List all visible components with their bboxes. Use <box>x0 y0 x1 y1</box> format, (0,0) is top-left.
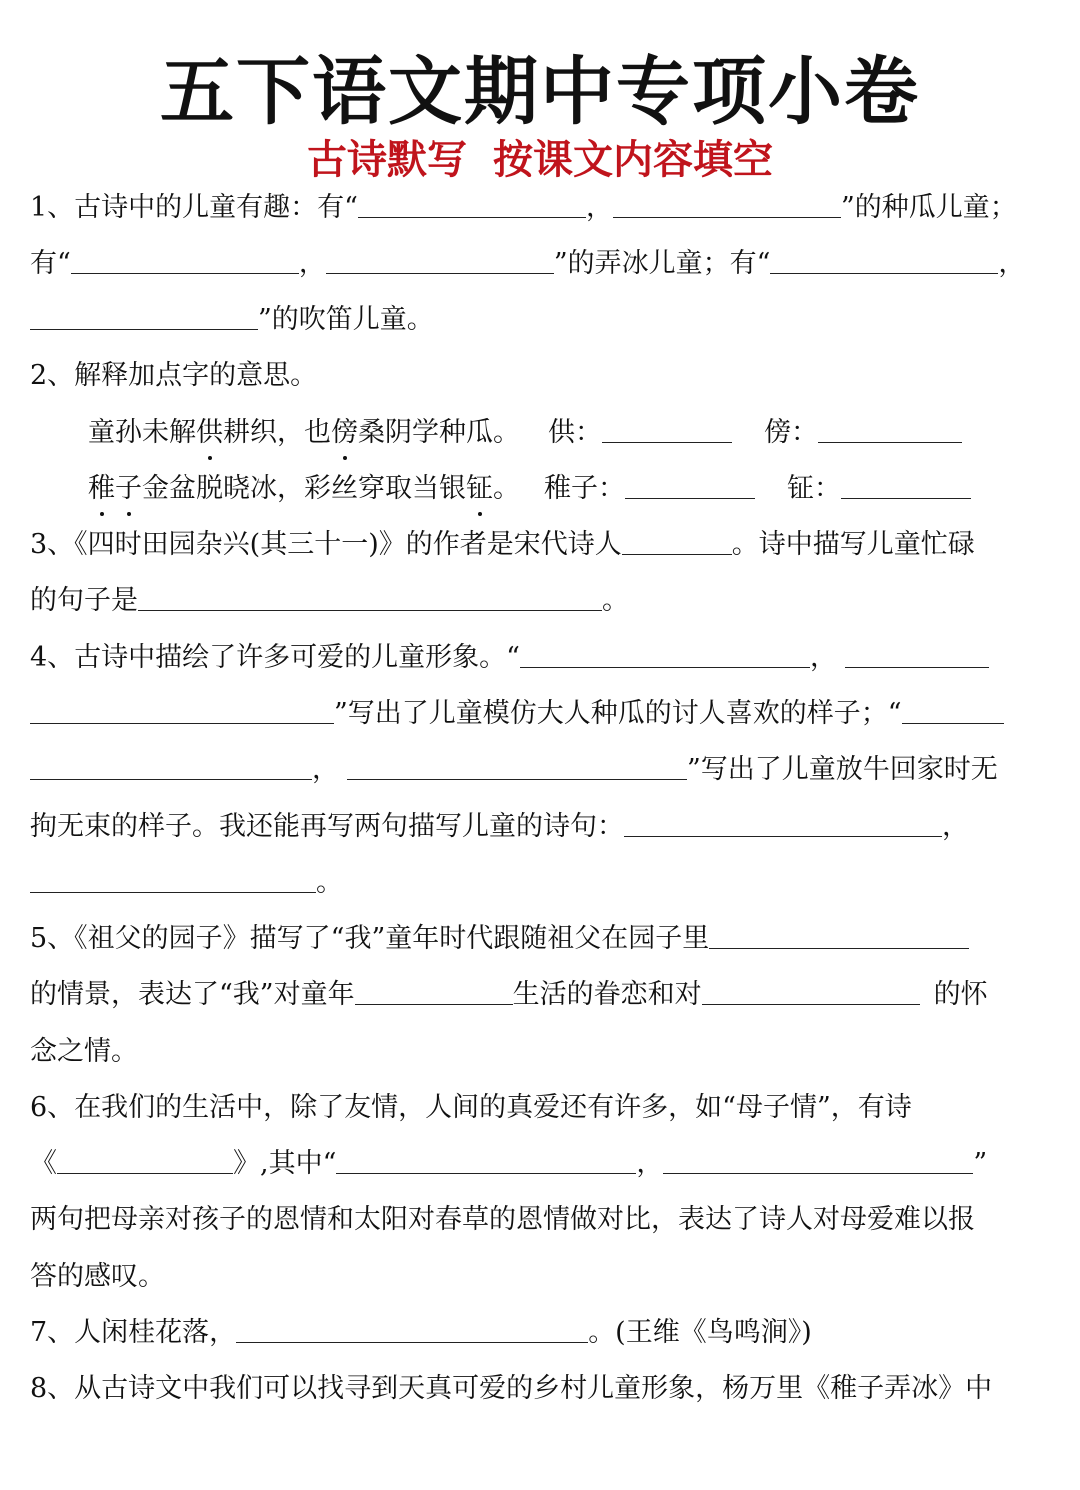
q5-text-a: 5、《祖父的园子》描写了“我”童年时代跟随祖父在园子里 <box>30 923 710 954</box>
q6-line2 <box>30 1142 1052 1186</box>
q1-line1 <box>30 186 1052 230</box>
q1-text-d: ”的弄冰儿童；有“ <box>553 248 771 279</box>
q4-text-d: 拘无束的样子。我还能再写两句描写儿童的诗句： <box>30 811 624 842</box>
q1-comma: ， <box>585 192 613 223</box>
q6-text-f: 答的感叹。 <box>30 1261 165 1292</box>
q2-label: 钲： <box>787 473 841 504</box>
q4-text-c: ”写出了儿童放牛回家时无 <box>687 754 998 785</box>
q3-line1 <box>30 523 1052 567</box>
q3-text-d: 。 <box>602 585 629 616</box>
q7-line <box>30 1311 1052 1355</box>
q1-text-c: 有“ <box>30 248 71 279</box>
answer-blank[interactable] <box>841 468 971 499</box>
answer-blank[interactable] <box>613 187 841 218</box>
answer-blank[interactable] <box>326 243 554 274</box>
answer-blank[interactable] <box>622 524 732 555</box>
q6-text-e: 两句把母亲对孩子的恩情和太阳对春草的恩情做对比，表达了诗人对母爱难以报 <box>30 1204 975 1235</box>
q7-text-b: 。(王维《鸟鸣涧》) <box>588 1317 812 1348</box>
q5-text-b: 的情景，表达了“我”对童年 <box>30 979 355 1010</box>
dotted-char: 稚 <box>88 467 115 511</box>
q3-text-c: 的句子是 <box>30 585 138 616</box>
answer-blank[interactable] <box>624 806 942 837</box>
q1-line2 <box>30 242 1052 286</box>
answer-blank[interactable] <box>347 749 687 780</box>
answer-blank[interactable] <box>30 749 312 780</box>
answer-blank[interactable] <box>30 693 334 724</box>
q6-comma: ， <box>636 1148 664 1179</box>
q4-text-b: ”写出了儿童模仿大人种瓜的讨人喜欢的样子；“ <box>334 698 902 729</box>
answer-blank[interactable] <box>702 974 920 1005</box>
q4-line1 <box>30 636 1052 680</box>
answer-blank[interactable] <box>57 1143 233 1174</box>
q6-text-d: ” <box>973 1148 988 1179</box>
q5-text-d: 的怀 <box>933 979 988 1010</box>
q7-text-a: 7、人闲桂花落， <box>30 1317 237 1348</box>
answer-blank[interactable] <box>520 637 810 668</box>
q6-text-a: 6、在我们的生活中，除了友情，人间的真爱还有许多，如“母子情”，有诗 <box>30 1092 912 1123</box>
q3-text-a: 3、《四时田园杂兴(其三十一)》的作者是宋代诗人 <box>30 529 622 560</box>
answer-blank[interactable] <box>355 974 513 1005</box>
q1-text-e: ”的吹笛儿童。 <box>258 304 434 335</box>
q4-line3 <box>30 748 1052 792</box>
q4-line4 <box>30 805 1052 849</box>
dotted-char: 钲 <box>466 467 493 511</box>
q1-text-b: ”的种瓜儿童； <box>840 192 1017 223</box>
q6-text-c: 》,其中“ <box>233 1148 337 1179</box>
q2-label: 稚子： <box>544 473 625 504</box>
q4-comma: ， <box>942 811 969 842</box>
q2-line2 <box>88 467 1052 511</box>
q2-poem-text: 童孙未解 <box>88 417 196 448</box>
dotted-char: 供 <box>196 411 223 455</box>
answer-blank[interactable] <box>625 468 755 499</box>
q2-prompt <box>30 354 1052 398</box>
q4-comma: ， <box>809 642 837 673</box>
q5-line2 <box>30 973 1052 1017</box>
q4-end: 。 <box>316 867 343 898</box>
page-title: 五下语文期中专项小卷 <box>160 49 920 135</box>
q1-comma: ， <box>298 248 326 279</box>
q6-line4 <box>30 1255 1052 1299</box>
q8-line <box>30 1367 1052 1411</box>
answer-blank[interactable] <box>663 1143 973 1174</box>
q2-label: 供： <box>548 417 602 448</box>
q4-comma: ， <box>312 754 339 785</box>
q6-text-b: 《 <box>30 1148 57 1179</box>
q2-line1 <box>88 411 1052 455</box>
q4-text-a: 4、古诗中描绘了许多可爱的儿童形象。“ <box>30 642 520 673</box>
q2-poem-text: 。 <box>493 473 520 504</box>
q3-line2 <box>30 579 1052 623</box>
q1-comma: ， <box>998 248 1026 279</box>
answer-blank[interactable] <box>358 187 586 218</box>
answer-blank[interactable] <box>138 580 602 611</box>
answer-blank[interactable] <box>818 412 962 443</box>
q1-text-a: 1、古诗中的儿童有趣：有“ <box>30 192 358 223</box>
dotted-char: 傍 <box>331 411 358 455</box>
dotted-char: 子 <box>115 467 142 511</box>
q2-poem-text: 耕织，也 <box>223 417 331 448</box>
q2-poem-text: 桑阴学种瓜。 <box>358 417 520 448</box>
answer-blank[interactable] <box>336 1143 636 1174</box>
answer-blank[interactable] <box>709 918 969 949</box>
q2-prompt-text: 2、解释加点字的意思。 <box>30 360 318 391</box>
page-subtitle <box>0 136 1080 184</box>
q4-line5 <box>30 861 1052 905</box>
q5-line1 <box>30 917 1052 961</box>
answer-blank[interactable] <box>902 693 1004 724</box>
q2-label: 傍： <box>764 417 818 448</box>
answer-blank[interactable] <box>845 637 989 668</box>
answer-blank[interactable] <box>236 1312 588 1343</box>
q3-text-b: 。诗中描写儿童忙碌 <box>731 529 975 560</box>
q1-line3 <box>30 298 1052 342</box>
q2-poem-text: 金盆脱晓冰，彩丝穿取当银 <box>142 473 466 504</box>
answer-blank[interactable] <box>30 299 258 330</box>
answer-blank[interactable] <box>71 243 299 274</box>
answer-blank[interactable] <box>770 243 998 274</box>
q8-text-a: 8、从古诗文中我们可以找寻到天真可爱的乡村儿童形象，杨万里《稚子弄冰》中 <box>30 1373 993 1404</box>
subtitle-part1: 古诗默写 <box>307 137 467 183</box>
subtitle-part2: 按课文内容填空 <box>493 137 773 183</box>
q4-line2 <box>30 692 1052 736</box>
q6-line3 <box>30 1198 1052 1242</box>
q6-line1 <box>30 1086 1052 1130</box>
q5-text-c: 生活的眷恋和对 <box>512 979 702 1010</box>
answer-blank[interactable] <box>30 862 316 893</box>
answer-blank[interactable] <box>602 412 732 443</box>
q5-line3 <box>30 1030 1052 1074</box>
q5-text-e: 念之情。 <box>30 1036 138 1067</box>
